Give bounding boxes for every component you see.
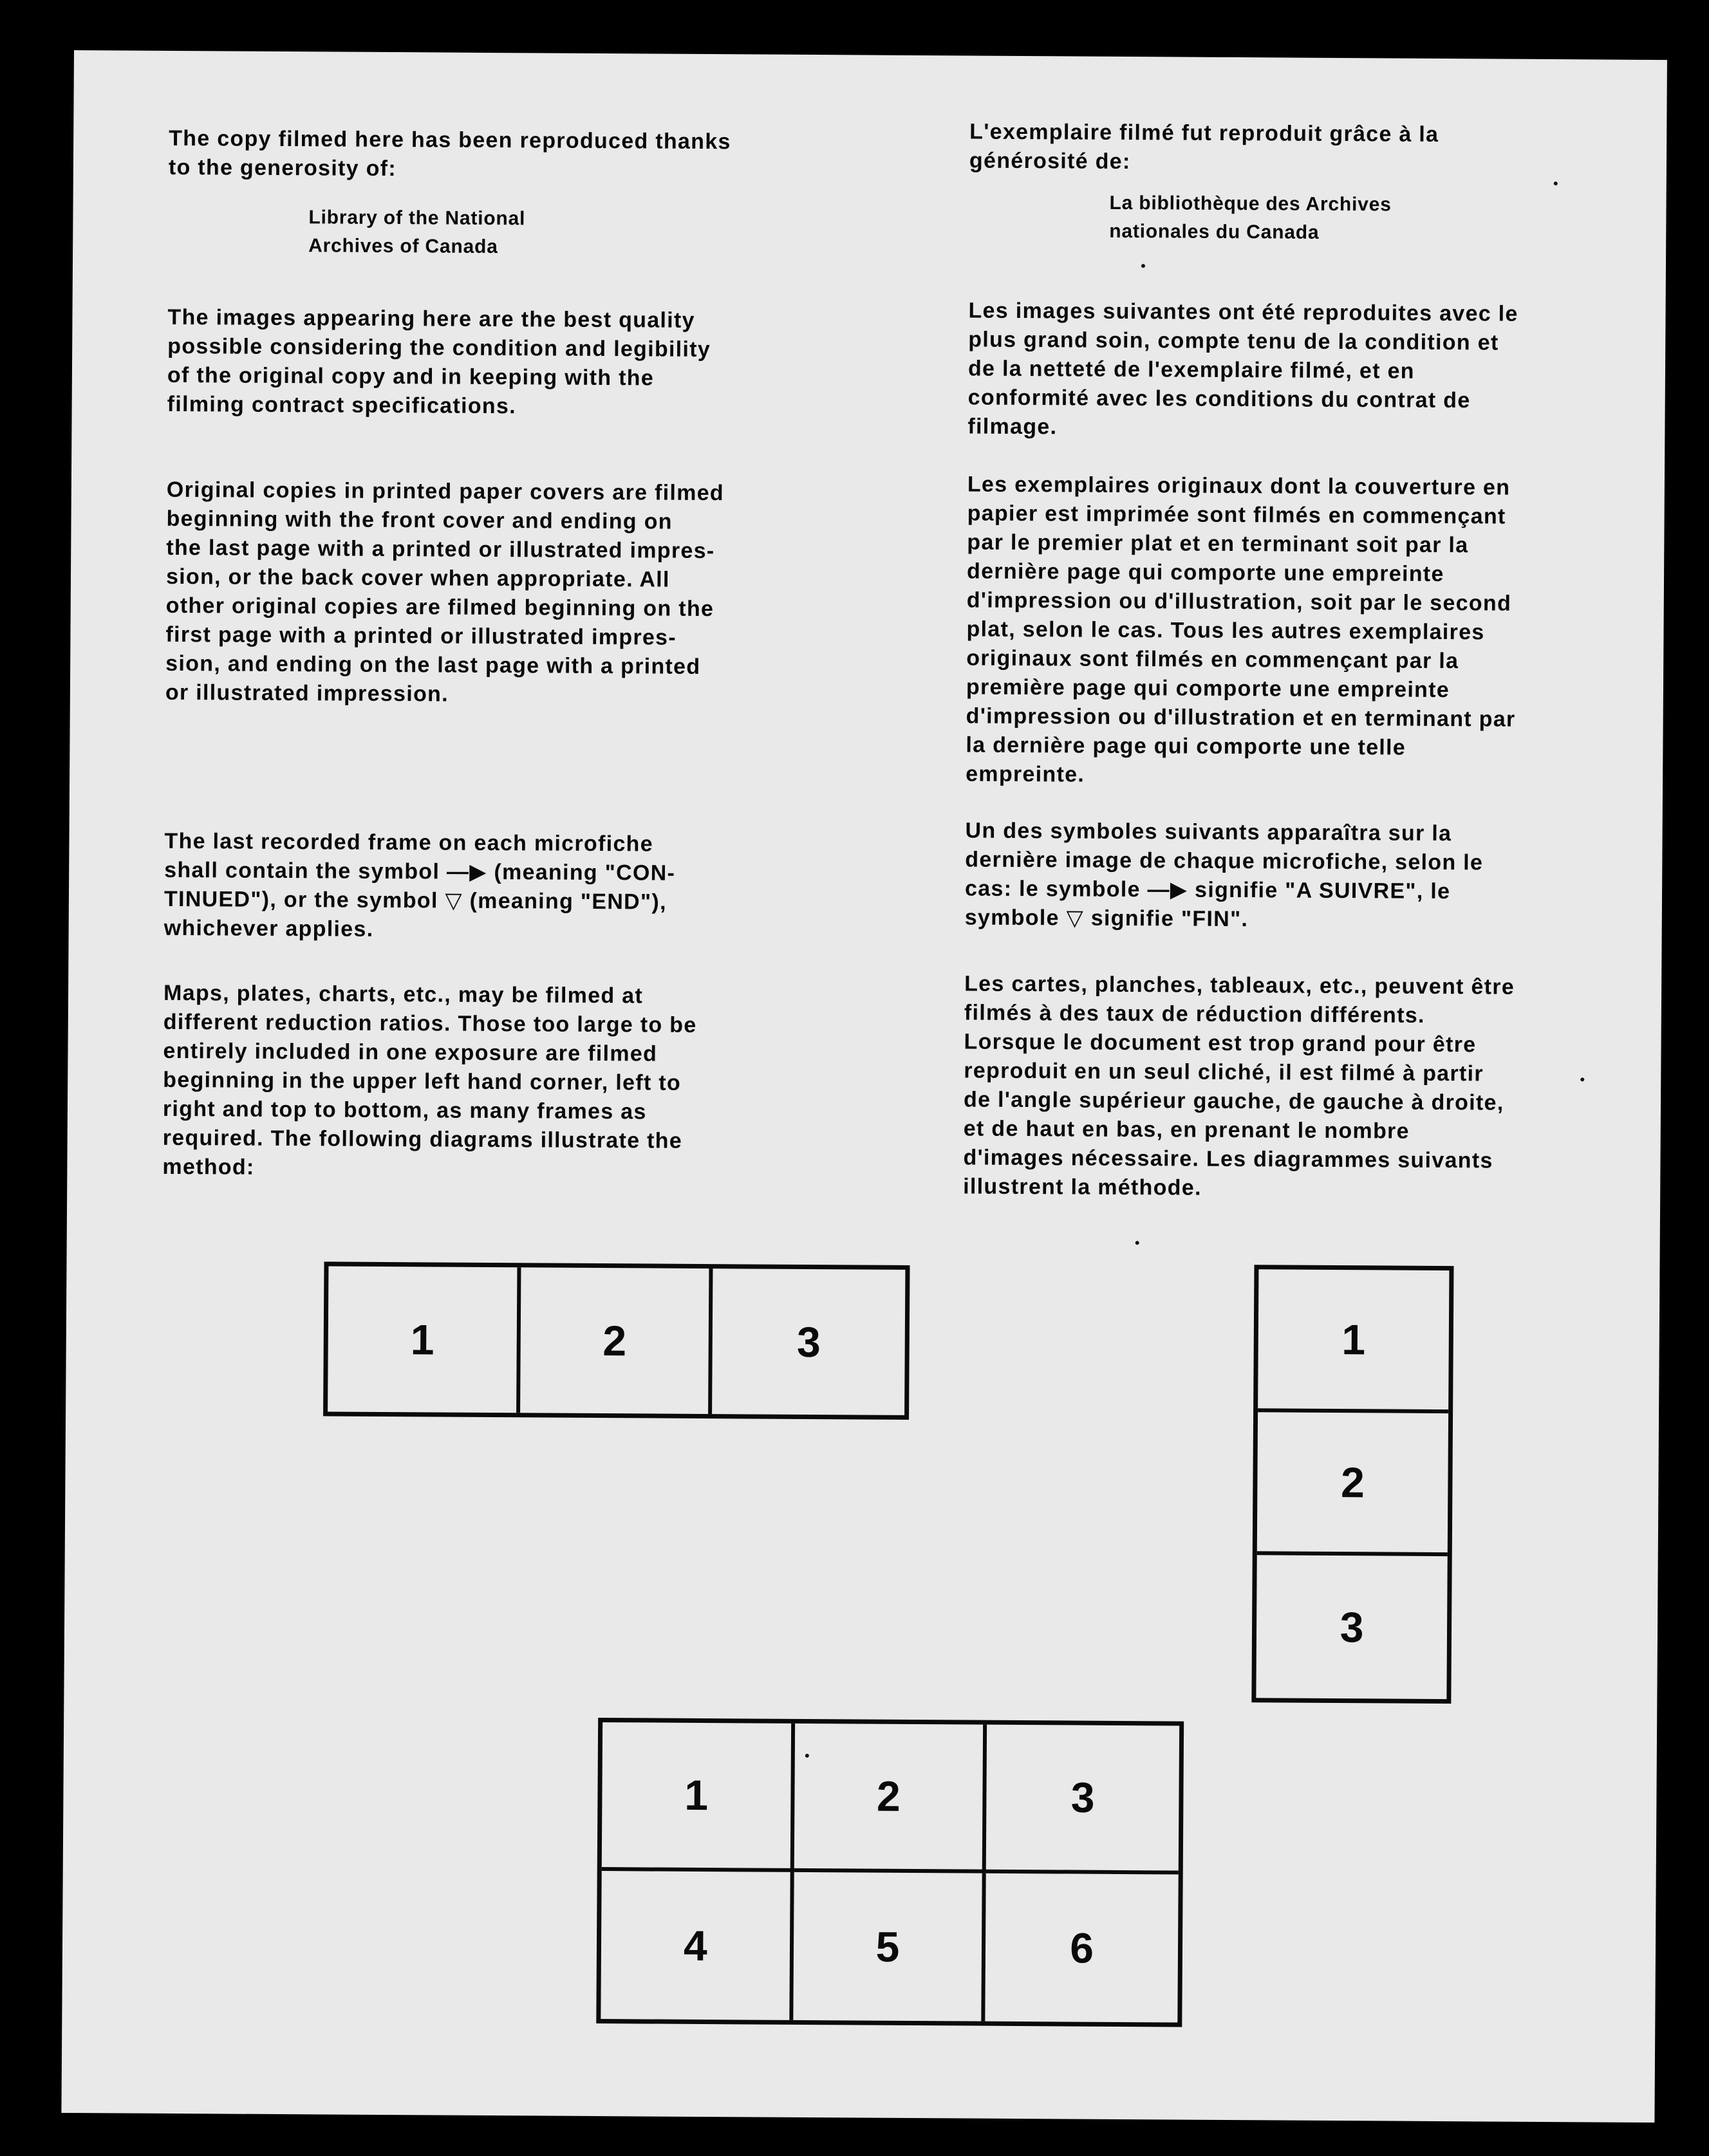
maps-paragraph: Maps, plates, charts, etc., may be filmed at different reduction ratios. Those too large to be entirely included in one exposure are filmed beginning in the upper left hand corner, left to right and top to bottom, as many frames as required. The following diagrams illustrate the method: xyxy=(162,980,697,1180)
symbols-text-c-fr: signifie "FIN". xyxy=(1083,906,1249,932)
original-copies-paragraph-fr: Les exemplaires originaux dont la couverture en papier est imprimée sont filmés en commençant par le premier plat et en terminant soit par la dernière page qui comporte une empreinte d'impression ou d'illustration, soit par le second plat, selon le cas. Tous les autres exemplaires originaux sont filmés en commençant par la première page qui comporte une empreinte d'impression ou d'illustration et en terminant par la dernière page qui comporte une telle empreinte. xyxy=(966,472,1516,787)
image-quality-paragraph: The images appearing here are the best quality possible considering the condition and legibility of the original copy and in keeping with the filming contract specifications. xyxy=(167,304,711,419)
scan-speck xyxy=(1141,264,1145,268)
end-triangle-icon: ▽ xyxy=(445,888,463,913)
thanks-paragraph-fr: L'exemplaire filmé fut reproduit grâce à la générosité de: xyxy=(969,119,1439,174)
symbols-paragraph-fr xyxy=(965,816,1484,935)
institution-name: Library of the National Archives of Canada xyxy=(308,207,526,258)
frame-cell: 2 xyxy=(794,1724,987,1873)
frame-cell: 3 xyxy=(1340,1603,1364,1651)
frame-cell: 4 xyxy=(601,1871,794,2020)
french-column xyxy=(963,56,1709,1200)
continued-arrow-icon: —▶ xyxy=(446,859,487,884)
frame-cell: 1 xyxy=(602,1722,795,1872)
end-triangle-icon: ▽ xyxy=(1066,906,1085,931)
image-quality-paragraph-fr: Les images suivantes ont été reproduites avec le plus grand soin, compte tenu de la condition et de la netteté de l'exemplaire filmé, et en conformité avec les conditions du contrat de filmage. xyxy=(967,298,1518,440)
microfiche-target-page xyxy=(61,50,1667,2123)
symbols-paragraph xyxy=(164,827,676,946)
scan-speck xyxy=(1554,181,1558,185)
maps-paragraph-fr: Les cartes, planches, tableaux, etc., peuvent être filmés à des taux de réduction différents. Lorsque le document est trop grand pour être reproduit en un seul cliché, il est filmé à partir de l'angle supérieur gauche, de gauche à droite, et de haut en bas, en prenant le nombre d'images nécessaire. Les diagrammes suivants illustrent la méthode. xyxy=(963,971,1515,1200)
thanks-paragraph: The copy filmed here has been reproduced thanks to the generosity of: xyxy=(168,125,731,181)
scan-speck xyxy=(805,1754,809,1758)
frame-cell: 1 xyxy=(328,1266,521,1413)
symbols-text-a: The last recorded frame on each microfiche shall contain the symbol xyxy=(164,828,653,884)
institution-name-fr: La bibliothèque des Archives nationales du Canada xyxy=(1109,192,1392,243)
frame-cell: 5 xyxy=(793,1872,986,2021)
horizontal-frame-diagram xyxy=(323,1261,910,1420)
scan-speck xyxy=(1135,1241,1139,1245)
symbols-text-a-fr: Un des symboles suivants apparaîtra sur la dernière image de chaque microfiche, selon le cas: le symbole xyxy=(964,818,1484,902)
english-column xyxy=(162,51,916,1180)
original-copies-paragraph: Original copies in printed paper covers are filmed beginning with the front cover and ending on the last page with a printed or illustrated impres- sion, or the back cover when appropriate. All other original copies are filmed beginning on the first page with a printed or illustrated impres- sion, and ending on the last page with a printed or illustrated impression. xyxy=(165,477,725,707)
frame-cell: 1 xyxy=(1258,1269,1449,1413)
frame-cell: 2 xyxy=(520,1267,713,1414)
frame-cell: 3 xyxy=(796,1317,821,1366)
vertical-frame-diagram xyxy=(1251,1265,1453,1704)
frame-cell: 6 xyxy=(1070,1924,1094,1972)
symbols-text-b: (meaning "CON- TINUED"), or the symbol xyxy=(163,859,676,913)
symbols-text-b-fr: signifie "A SUIVRE", le symbole xyxy=(964,877,1451,931)
frame-cell: 3 xyxy=(986,1725,1179,1874)
continued-arrow-icon: —▶ xyxy=(1147,877,1188,902)
frame-cell: 2 xyxy=(1257,1412,1448,1556)
grid-frame-diagram xyxy=(596,1718,1184,2027)
symbols-text-c: (meaning "END"), whichever applies. xyxy=(163,888,667,942)
scan-speck xyxy=(1580,1077,1584,1081)
